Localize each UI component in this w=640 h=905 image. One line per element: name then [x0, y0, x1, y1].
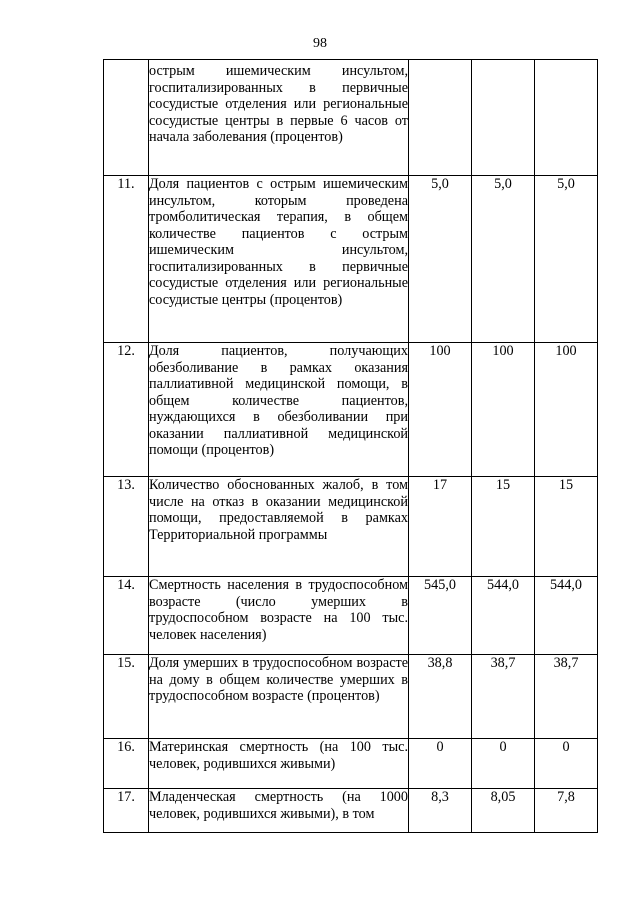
indicator-description: Младенческая смертность (на 1000 человек, родившихся живыми), в том	[149, 789, 409, 833]
value-col-3	[535, 60, 598, 176]
value-col-1: 545,0	[409, 577, 472, 655]
table-row	[104, 477, 598, 577]
indicators-table	[103, 59, 598, 833]
value-col-1: 8,3	[409, 789, 472, 833]
row-number: 12.	[104, 343, 149, 477]
value-col-2: 15	[472, 477, 535, 577]
value-col-2: 5,0	[472, 176, 535, 343]
indicator-description: Доля умерших в трудоспособном возрасте на дому в общем количестве умерших в трудоспособном возрасте (процентов)	[149, 655, 409, 739]
row-number: 15.	[104, 655, 149, 739]
value-col-1: 5,0	[409, 176, 472, 343]
row-number: 14.	[104, 577, 149, 655]
page-number: 98	[313, 36, 327, 51]
value-col-2	[472, 60, 535, 176]
value-col-3: 0	[535, 739, 598, 789]
value-col-1: 0	[409, 739, 472, 789]
row-number: 13.	[104, 477, 149, 577]
table-row	[104, 655, 598, 739]
row-number	[104, 60, 149, 176]
value-col-3: 7,8	[535, 789, 598, 833]
indicator-description: Доля пациентов с острым ишемическим инсультом, которым проведена тромболитическая терапия, в общем количестве пациентов с острым ишемическим инсультом, госпитализированных в первичные сосудистые отделения или региональные сосудистые центры (процентов)	[149, 176, 409, 343]
value-col-1: 38,8	[409, 655, 472, 739]
table-row	[104, 739, 598, 789]
value-col-1	[409, 60, 472, 176]
indicator-description: острым ишемическим инсультом, госпитализированных в первичные сосудистые отделения или региональные сосудистые центры в первые 6 часов от начала заболевания (процентов)	[149, 60, 409, 176]
value-col-3: 38,7	[535, 655, 598, 739]
table-row	[104, 60, 598, 176]
value-col-3: 5,0	[535, 176, 598, 343]
value-col-2: 8,05	[472, 789, 535, 833]
value-col-3: 544,0	[535, 577, 598, 655]
table-row	[104, 577, 598, 655]
indicator-description: Количество обоснованных жалоб, в том числе на отказ в оказании медицинской помощи, предоставляемой в рамках Территориальной программы	[149, 477, 409, 577]
row-number: 17.	[104, 789, 149, 833]
value-col-3: 15	[535, 477, 598, 577]
value-col-1: 17	[409, 477, 472, 577]
value-col-3: 100	[535, 343, 598, 477]
value-col-2: 38,7	[472, 655, 535, 739]
value-col-2: 544,0	[472, 577, 535, 655]
value-col-2: 0	[472, 739, 535, 789]
table-row	[104, 343, 598, 477]
row-number: 16.	[104, 739, 149, 789]
table-row	[104, 789, 598, 833]
value-col-2: 100	[472, 343, 535, 477]
indicator-description: Материнская смертность (на 100 тыс. человек, родившихся живыми)	[149, 739, 409, 789]
value-col-1: 100	[409, 343, 472, 477]
indicator-description: Смертность населения в трудоспособном возрасте (число умерших в трудоспособном возрасте на 100 тыс. человек населения)	[149, 577, 409, 655]
table-row	[104, 176, 598, 343]
indicator-description: Доля пациентов, получающих обезболивание в рамках оказания паллиативной медицинской помощи, в общем количестве пациентов, нуждающихся в обезболивании при оказании паллиативной медицинской помощи (процентов)	[149, 343, 409, 477]
row-number: 11.	[104, 176, 149, 343]
